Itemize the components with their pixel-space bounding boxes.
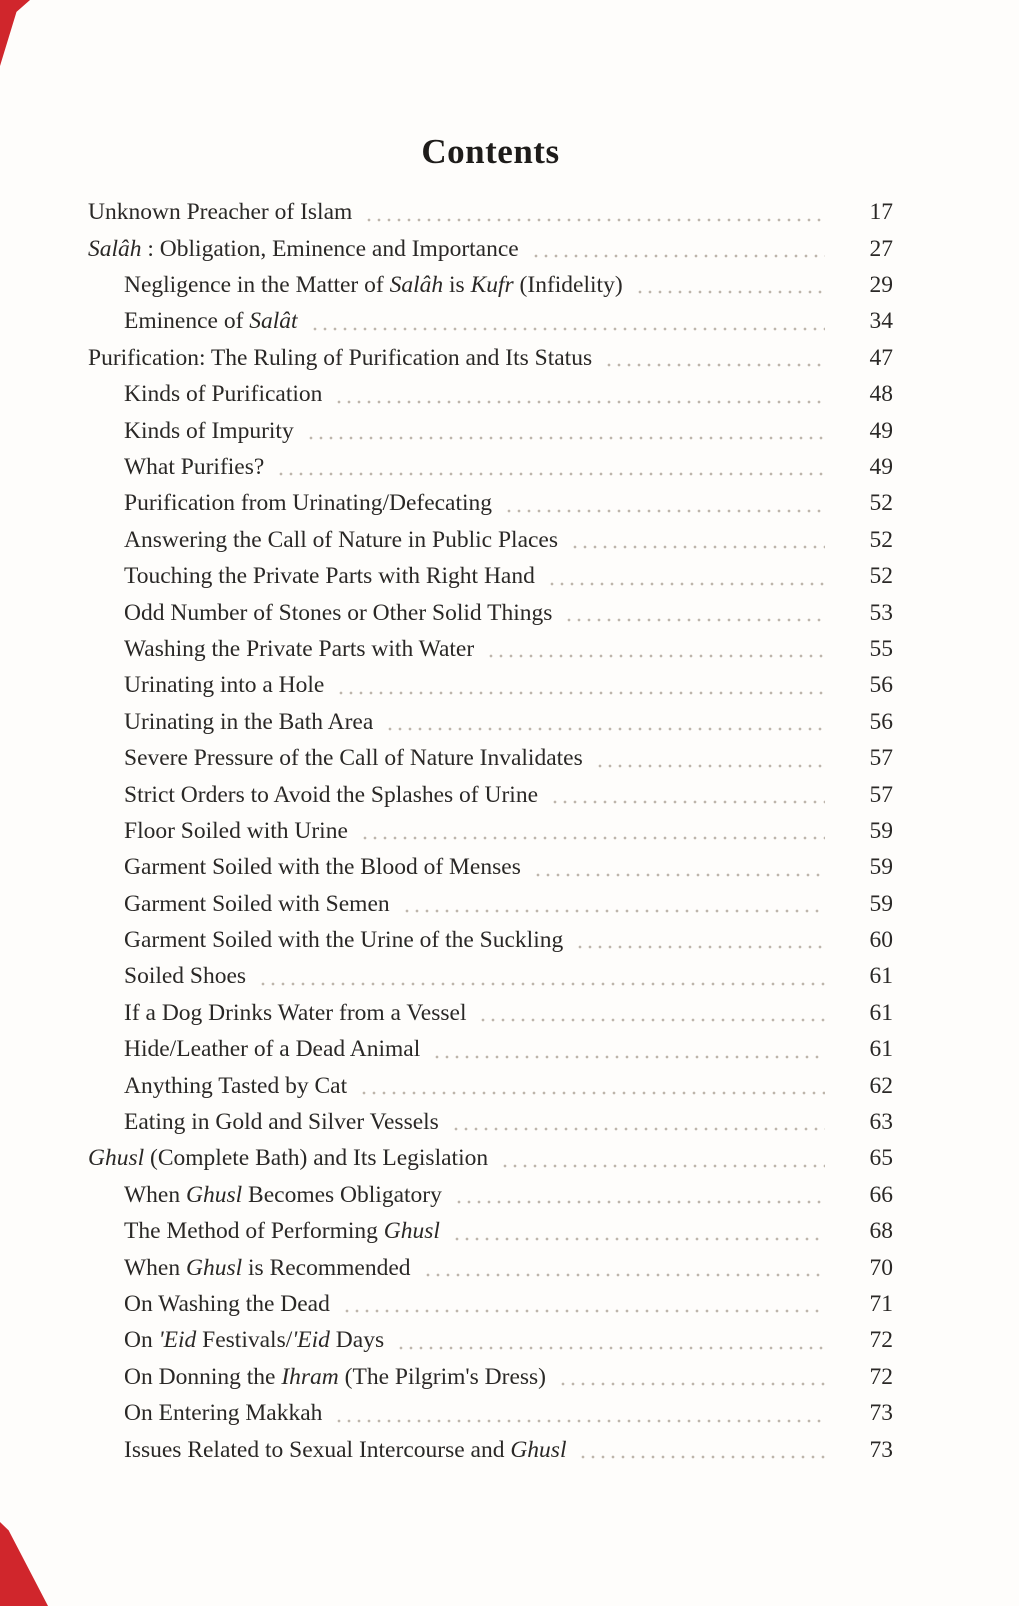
- toc-entry-page: 73: [869, 1436, 893, 1463]
- toc-entry-page: 72: [869, 1327, 893, 1354]
- toc-entry: [88, 558, 893, 594]
- leader-dots: [310, 327, 825, 331]
- toc-entry: [88, 413, 893, 449]
- toc-entry-title: What Purifies?: [124, 453, 265, 480]
- toc-entry-title: Touching the Private Parts with Right Hand: [124, 563, 535, 590]
- leader-dots: [547, 582, 825, 586]
- toc-entry: [88, 194, 893, 230]
- toc-entry-page: 53: [869, 599, 893, 626]
- toc-entry-page: 70: [869, 1254, 893, 1281]
- leader-dots: [454, 1200, 825, 1204]
- toc-entry: [88, 267, 893, 303]
- toc-entry-title: Purification from Urinating/Defecating: [124, 490, 493, 517]
- leader-dots: [558, 1382, 825, 1386]
- toc-entry-page: 62: [869, 1072, 893, 1099]
- toc-entry-title: Salâh : Obligation, Eminence and Importance: [88, 235, 519, 262]
- toc-entry-title: Soiled Shoes: [124, 963, 247, 990]
- toc-entry-page: 17: [869, 199, 893, 226]
- leader-dots: [575, 945, 825, 949]
- toc-entry: [88, 1068, 893, 1104]
- scan-artifact-top-left: [0, 0, 30, 66]
- toc-entry-page: 68: [869, 1218, 893, 1245]
- toc-entry: [88, 740, 893, 776]
- toc-entry-page: 55: [869, 635, 893, 662]
- leader-dots: [276, 472, 825, 476]
- toc-entry: [88, 522, 893, 558]
- leader-dots: [336, 691, 825, 695]
- toc-entry-page: 66: [869, 1181, 893, 1208]
- leader-dots: [578, 1455, 825, 1459]
- toc-entry-title: Kinds of Impurity: [124, 417, 294, 444]
- toc-entry: [88, 1322, 893, 1358]
- toc-entry: [88, 1250, 893, 1286]
- toc-entry-title: Eating in Gold and Silver Vessels: [124, 1109, 439, 1136]
- toc-entry: [88, 1395, 893, 1431]
- leader-dots: [635, 290, 825, 294]
- leader-dots: [432, 1055, 825, 1059]
- toc-entry: [88, 1177, 893, 1213]
- leader-dots: [306, 436, 825, 440]
- toc-entry-title: Strict Orders to Avoid the Splashes of Urine: [124, 781, 539, 808]
- leader-dots: [258, 982, 825, 986]
- toc-entry: [88, 1140, 893, 1176]
- toc-entry-page: 56: [869, 708, 893, 735]
- toc-entry-title: Issues Related to Sexual Intercourse and Ghusl: [124, 1436, 567, 1463]
- toc-entry-title: On Washing the Dead: [124, 1290, 330, 1317]
- toc-entry: [88, 1286, 893, 1322]
- toc-entry-title: On 'Eid Festivals/'Eid Days: [124, 1327, 385, 1354]
- leader-dots: [342, 1309, 825, 1313]
- toc-entry-title: On Entering Makkah: [124, 1400, 323, 1427]
- toc-entry-page: 34: [869, 308, 893, 335]
- toc-entry-title: Eminence of Salât: [124, 308, 298, 335]
- toc-entry-page: 61: [869, 963, 893, 990]
- leader-dots: [570, 545, 825, 549]
- leader-dots: [504, 509, 825, 513]
- toc-entry-title: Washing the Private Parts with Water: [124, 635, 475, 662]
- toc-entry-page: 27: [869, 235, 893, 262]
- toc-entry: [88, 922, 893, 958]
- toc-entry-page: 59: [869, 890, 893, 917]
- toc-entry-title: Purification: The Ruling of Purification and Its Status: [88, 344, 593, 371]
- toc-entry: [88, 631, 893, 667]
- toc-entry-title: Unknown Preacher of Islam: [88, 199, 353, 226]
- toc-entry: [88, 231, 893, 267]
- toc-entry-page: 49: [869, 417, 893, 444]
- toc-entry-page: 61: [869, 1036, 893, 1063]
- leader-dots: [533, 873, 825, 877]
- toc-entry-page: 57: [869, 781, 893, 808]
- toc-entry: [88, 958, 893, 994]
- toc-entry: [88, 777, 893, 813]
- toc-entry: [88, 849, 893, 885]
- leader-dots: [595, 764, 825, 768]
- leader-dots: [423, 1273, 825, 1277]
- leader-dots: [334, 1419, 825, 1423]
- toc-entry: [88, 813, 893, 849]
- toc-entry-page: 29: [869, 272, 893, 299]
- leader-dots: [359, 1091, 825, 1095]
- toc-entry: [88, 1359, 893, 1395]
- toc-entry-page: 52: [869, 526, 893, 553]
- toc-entry-page: 52: [869, 490, 893, 517]
- toc-entry: [88, 595, 893, 631]
- leader-dots: [396, 1346, 825, 1350]
- page-title: Contents: [421, 132, 560, 171]
- leader-dots: [385, 727, 825, 731]
- toc-entry: [88, 303, 893, 339]
- toc-entry-page: 72: [869, 1363, 893, 1390]
- toc-entry-page: 52: [869, 563, 893, 590]
- leader-dots: [451, 1127, 825, 1131]
- toc-entry-title: Garment Soiled with the Urine of the Suckling: [124, 927, 564, 954]
- leader-dots: [604, 363, 825, 367]
- leader-dots: [402, 909, 825, 913]
- toc-entry-title: Garment Soiled with the Blood of Menses: [124, 854, 521, 881]
- toc-entry-title: Anything Tasted by Cat: [124, 1072, 348, 1099]
- leader-dots: [360, 836, 825, 840]
- toc-entry-title: When Ghusl Becomes Obligatory: [124, 1181, 442, 1208]
- leader-dots: [564, 618, 825, 622]
- toc-entry: [88, 886, 893, 922]
- toc-entry: [88, 376, 893, 412]
- leader-dots: [500, 1164, 825, 1168]
- toc-entry: [88, 1213, 893, 1249]
- toc-entry-page: 71: [869, 1290, 893, 1317]
- toc-entry: [88, 485, 893, 521]
- toc-list: [88, 194, 893, 1468]
- toc-entry-page: 59: [869, 854, 893, 881]
- toc-entry-title: The Method of Performing Ghusl: [124, 1218, 440, 1245]
- toc-entry-title: Severe Pressure of the Call of Nature Invalidates: [124, 745, 583, 772]
- toc-entry: [88, 340, 893, 376]
- toc-entry-title: Negligence in the Matter of Salâh is Kufr (Infidelity): [124, 272, 623, 299]
- toc-entry-page: 73: [869, 1400, 893, 1427]
- toc-entry-page: 56: [869, 672, 893, 699]
- toc-entry-title: Floor Soiled with Urine: [124, 817, 348, 844]
- scan-artifact-bottom-left: [0, 1522, 48, 1606]
- toc-entry-title: Ghusl (Complete Bath) and Its Legislation: [88, 1145, 489, 1172]
- toc-entry-title: Urinating into a Hole: [124, 672, 325, 699]
- toc-entry-page: 63: [869, 1109, 893, 1136]
- toc-entry-title: When Ghusl is Recommended: [124, 1254, 411, 1281]
- toc-entry-page: 49: [869, 453, 893, 480]
- toc-entry: [88, 667, 893, 703]
- toc-entry: [88, 704, 893, 740]
- toc-entry-page: 47: [869, 344, 893, 371]
- toc-entry-page: 65: [869, 1145, 893, 1172]
- toc-entry-title: Answering the Call of Nature in Public Places: [124, 526, 559, 553]
- toc-entry-title: Hide/Leather of a Dead Animal: [124, 1036, 421, 1063]
- toc-entry-page: 59: [869, 817, 893, 844]
- leader-dots: [452, 1237, 825, 1241]
- leader-dots: [334, 400, 825, 404]
- toc-entry-title: Urinating in the Bath Area: [124, 708, 374, 735]
- toc-entry-title: If a Dog Drinks Water from a Vessel: [124, 999, 467, 1026]
- toc-entry-page: 57: [869, 745, 893, 772]
- leader-dots: [478, 1018, 825, 1022]
- toc-entry: [88, 1432, 893, 1468]
- toc-entry: [88, 995, 893, 1031]
- leader-dots: [364, 218, 825, 222]
- toc-entry-title: Odd Number of Stones or Other Solid Things: [124, 599, 553, 626]
- toc-entry-page: 48: [869, 381, 893, 408]
- leader-dots: [550, 800, 825, 804]
- toc-entry: [88, 1031, 893, 1067]
- leader-dots: [531, 254, 825, 258]
- toc-entry: [88, 449, 893, 485]
- toc-entry-page: 60: [869, 927, 893, 954]
- leader-dots: [486, 654, 825, 658]
- toc-entry: [88, 1104, 893, 1140]
- toc-entry-page: 61: [869, 999, 893, 1026]
- toc-entry-title: Kinds of Purification: [124, 381, 323, 408]
- toc-entry-title: On Donning the Ihram (The Pilgrim's Dress): [124, 1363, 546, 1390]
- toc-entry-title: Garment Soiled with Semen: [124, 890, 390, 917]
